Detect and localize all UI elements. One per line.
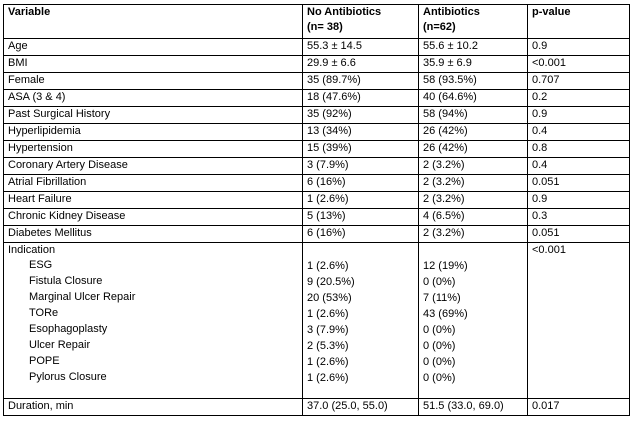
indication-item-no-antibiotics: 2 (5.3%) xyxy=(307,340,349,352)
cell-antibiotics: 58 (93.5%) xyxy=(419,73,528,90)
table-row xyxy=(4,192,630,209)
cell-no-antibiotics: 29.9 ± 6.6 xyxy=(303,56,419,73)
cell-no-antibiotics: 35 (89.7%) xyxy=(303,73,419,90)
indication-item: ESG xyxy=(29,259,53,271)
indication-item: TORe xyxy=(29,307,59,319)
cell-variable: Coronary Artery Disease xyxy=(4,158,303,175)
indication-variables xyxy=(4,243,303,399)
cell-variable: Hypertension xyxy=(4,141,303,158)
indication-item-antibiotics: 0 (0%) xyxy=(423,340,456,352)
header-row xyxy=(4,5,630,39)
table-row xyxy=(4,209,630,226)
table-row xyxy=(4,90,630,107)
indication-item: Esophagoplasty xyxy=(29,323,108,335)
indication-item-antibiotics: 43 (69%) xyxy=(423,308,468,320)
table-row xyxy=(4,39,630,56)
cell-p-value: 0.9 xyxy=(528,192,630,209)
cell-no-antibiotics: 15 (39%) xyxy=(303,141,419,158)
cell-p-value: 0.4 xyxy=(528,124,630,141)
indication-item-antibiotics: 0 (0%) xyxy=(423,372,456,384)
indication-item-antibiotics: 0 (0%) xyxy=(423,276,456,288)
cell-p-value: 0.707 xyxy=(528,73,630,90)
table-row xyxy=(4,226,630,243)
cell-variable: Heart Failure xyxy=(4,192,303,209)
cell-antibiotics: 2 (3.2%) xyxy=(419,226,528,243)
indication-item: Ulcer Repair xyxy=(29,339,91,351)
indication-item-no-antibiotics: 1 (2.6%) xyxy=(307,260,349,272)
cell-antibiotics: 55.6 ± 10.2 xyxy=(419,39,528,56)
cell-antibiotics: 26 (42%) xyxy=(419,124,528,141)
indication-item-no-antibiotics: 1 (2.6%) xyxy=(307,308,349,320)
indication-item-no-antibiotics: 1 (2.6%) xyxy=(307,356,349,368)
cell-p-value: <0.001 xyxy=(528,56,630,73)
indication-no-antibiotics xyxy=(303,243,419,399)
cell-antibiotics: 4 (6.5%) xyxy=(419,209,528,226)
cell-antibiotics: 35.9 ± 6.9 xyxy=(419,56,528,73)
cell-no-antibiotics: 13 (34%) xyxy=(303,124,419,141)
cell-p-value: 0.017 xyxy=(528,399,630,416)
indication-item-antibiotics: 12 (19%) xyxy=(423,260,468,272)
cell-antibiotics: 40 (64.6%) xyxy=(419,90,528,107)
cell-no-antibiotics: 35 (92%) xyxy=(303,107,419,124)
cell-p-value: 0.9 xyxy=(528,107,630,124)
cell-no-antibiotics: 18 (47.6%) xyxy=(303,90,419,107)
table-row xyxy=(4,73,630,90)
cell-variable: Chronic Kidney Disease xyxy=(4,209,303,226)
cell-p-value: 0.3 xyxy=(528,209,630,226)
indication-item-antibiotics: 7 (11%) xyxy=(423,292,461,304)
comparison-table xyxy=(3,4,630,416)
table-row xyxy=(4,399,630,416)
cell-no-antibiotics: 6 (16%) xyxy=(303,175,419,192)
indication-p-value: <0.001 xyxy=(528,243,630,399)
indication-item-no-antibiotics: 20 (53%) xyxy=(307,292,352,304)
indication-item-no-antibiotics: 3 (7.9%) xyxy=(307,324,349,336)
cell-antibiotics: 2 (3.2%) xyxy=(419,175,528,192)
cell-no-antibiotics: 3 (7.9%) xyxy=(303,158,419,175)
cell-variable: Past Surgical History xyxy=(4,107,303,124)
cell-antibiotics: 2 (3.2%) xyxy=(419,158,528,175)
indication-item: Marginal Ulcer Repair xyxy=(29,291,136,303)
cell-p-value: 0.2 xyxy=(528,90,630,107)
table-row xyxy=(4,124,630,141)
header-p-value: p-value xyxy=(528,5,630,39)
cell-variable: Atrial Fibrillation xyxy=(4,175,303,192)
header-antibiotics: Antibiotics (n=62) xyxy=(419,5,528,39)
header-variable: Variable xyxy=(4,5,303,39)
cell-antibiotics: 51.5 (33.0, 69.0) xyxy=(419,399,528,416)
cell-antibiotics: 26 (42%) xyxy=(419,141,528,158)
cell-p-value: 0.9 xyxy=(528,39,630,56)
indication-item-no-antibiotics: 9 (20.5%) xyxy=(307,276,355,288)
header-no-antibiotics: No Antibiotics (n= 38) xyxy=(303,5,419,39)
cell-variable: ASA (3 & 4) xyxy=(4,90,303,107)
cell-variable: Diabetes Mellitus xyxy=(4,226,303,243)
table-row xyxy=(4,107,630,124)
cell-antibiotics: 58 (94%) xyxy=(419,107,528,124)
cell-p-value: 0.051 xyxy=(528,226,630,243)
indication-item: Fistula Closure xyxy=(29,275,103,287)
indication-item: Pylorus Closure xyxy=(29,371,107,383)
cell-variable: Hyperlipidemia xyxy=(4,124,303,141)
cell-p-value: 0.051 xyxy=(528,175,630,192)
cell-variable: Female xyxy=(4,73,303,90)
cell-p-value: 0.8 xyxy=(528,141,630,158)
table-body xyxy=(4,5,630,416)
cell-no-antibiotics: 6 (16%) xyxy=(303,226,419,243)
table-row xyxy=(4,175,630,192)
cell-no-antibiotics: 55.3 ± 14.5 xyxy=(303,39,419,56)
cell-variable: Duration, min xyxy=(4,399,303,416)
cell-no-antibiotics: 5 (13%) xyxy=(303,209,419,226)
table-row xyxy=(4,141,630,158)
indication-item: POPE xyxy=(29,355,60,367)
cell-variable: Age xyxy=(4,39,303,56)
indication-label: Indication xyxy=(8,244,56,256)
cell-p-value: 0.4 xyxy=(528,158,630,175)
cell-no-antibiotics: 1 (2.6%) xyxy=(303,192,419,209)
indication-row xyxy=(4,243,630,399)
table-row xyxy=(4,56,630,73)
cell-antibiotics: 2 (3.2%) xyxy=(419,192,528,209)
cell-no-antibiotics: 37.0 (25.0, 55.0) xyxy=(303,399,419,416)
indication-antibiotics xyxy=(419,243,528,399)
table-row xyxy=(4,158,630,175)
indication-item-no-antibiotics: 1 (2.6%) xyxy=(307,372,349,384)
indication-item-antibiotics: 0 (0%) xyxy=(423,324,456,336)
indication-item-antibiotics: 0 (0%) xyxy=(423,356,456,368)
cell-variable: BMI xyxy=(4,56,303,73)
